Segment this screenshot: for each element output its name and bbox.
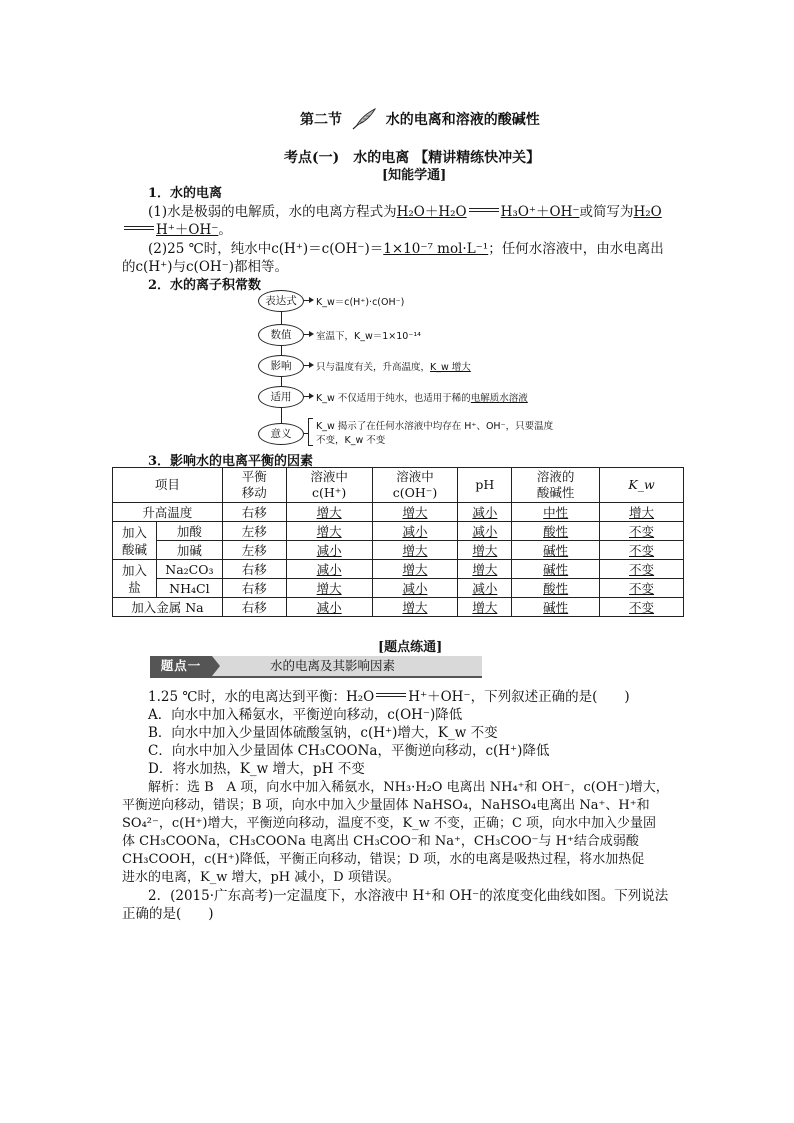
- question-2-line-1: 2．(2015·广东高考)一定温度下，水溶液中 H⁺和 OH⁻的浓度变化曲线如图。下列说法: [148, 888, 669, 904]
- arrow-right-icon: [309, 393, 314, 399]
- banner-label: 题点一: [150, 656, 212, 676]
- group-acid-base-1: 加入: [121, 524, 147, 540]
- value-text: 室温下，K_w＝1×10⁻¹⁴: [316, 331, 421, 342]
- arrow-right-icon: [309, 331, 314, 337]
- practice-tag: [题点练通]: [378, 640, 443, 655]
- cell-kw: 不变: [600, 598, 684, 617]
- equilibrium-arrow-icon: [469, 206, 499, 214]
- node-meaning: 意义: [258, 423, 304, 445]
- cell-shift: 右移: [222, 579, 286, 598]
- analysis-line-1: 解析：选 B A 项，向水中加入稀氨水，NH₃·H₂O 电离出 NH₄⁺和 OH⁻，c(OH⁻)增大，: [148, 780, 669, 795]
- application-text-a: K_w 不仅适用于纯水，也适用于稀的: [316, 393, 471, 404]
- influence-text: [316, 359, 471, 373]
- th-ch-1: 溶液中: [310, 469, 348, 484]
- cell-kw: 不变: [600, 579, 684, 598]
- q1-text-b: H⁺＋OH⁻，下列叙述正确的是( ): [408, 689, 630, 705]
- cell-ab: 碱性: [512, 541, 600, 560]
- th-coh-2: c(OH⁻): [392, 485, 438, 500]
- s3-heading: 3．影响水的电离平衡的因素: [148, 454, 314, 469]
- s1-line1: [148, 200, 662, 220]
- cell-ph: 增大: [458, 541, 512, 560]
- s1-l3-text: (2)25 ℃时，纯水中c(H⁺)＝c(OH⁻)＝: [148, 241, 384, 257]
- cell-h: 减小: [286, 560, 372, 579]
- cell-shift: 右移: [222, 598, 286, 617]
- application-text-b: 电解质水溶液: [470, 393, 528, 404]
- th-ab-1: 溶液的: [536, 469, 575, 484]
- banner-text: 水的电离及其影响因素: [270, 658, 396, 673]
- option-a: A．向水中加入稀氨水，平衡逆向移动，c(OH⁻)降低: [148, 707, 463, 723]
- expression-text: K_w＝c(H⁺)·c(OH⁻): [316, 297, 405, 308]
- analysis-line-4: 体 CH₃COONa，CH₃COONa 电离出 CH₃COO⁻和 Na⁺，CH₃COO⁻与 H⁺结合成弱酸: [122, 834, 639, 849]
- cell-ab: 碱性: [512, 598, 600, 617]
- s1-heading: 1．水的电离: [148, 186, 223, 201]
- s1-l3-text2: ；任何水溶液中，由水电离出: [488, 241, 664, 257]
- cell-shift: 右移: [222, 560, 286, 579]
- s1-l1-text2: 或简写为: [579, 204, 634, 220]
- table-row: [113, 598, 684, 617]
- equilibrium-arrow-icon: [124, 224, 154, 232]
- th-ab-2: 酸碱性: [536, 485, 575, 500]
- cell-item: 加入金属 Na: [113, 598, 223, 617]
- group-salt-1: 加入: [121, 562, 147, 578]
- cell-shift: 左移: [222, 541, 286, 560]
- q1-text-a: 1.25 ℃时，水的电离达到平衡：H₂O: [148, 689, 375, 705]
- cell-ab: 酸性: [512, 579, 600, 598]
- cell-kw: 增大: [600, 503, 684, 522]
- group-acid-base-2: 酸碱: [121, 541, 147, 557]
- cell-kw: 不变: [600, 522, 684, 541]
- arrow-right-icon: [309, 362, 314, 368]
- cell-ph: 增大: [458, 598, 512, 617]
- option-b: B．向水中加入少量固体硫酸氢钠，c(H⁺)增大，K_w 不变: [148, 725, 498, 741]
- th-ch: [286, 468, 372, 503]
- s1-l3-value: 1×10⁻⁷ mol·L⁻¹: [383, 241, 489, 257]
- th-ph: pH: [458, 468, 512, 503]
- cell-ab: 酸性: [512, 522, 600, 541]
- arrow-right-icon: [309, 297, 314, 303]
- section-number: 第二节: [300, 112, 342, 128]
- option-d: D．将水加热，K_w 增大，pH 不变: [148, 761, 365, 777]
- cell-item: Na₂CO₃: [156, 560, 222, 579]
- cell-item: 加酸: [156, 522, 222, 541]
- cell-oh: 减小: [372, 522, 458, 541]
- cell-item: NH₄Cl: [156, 579, 222, 598]
- topic-banner: [150, 656, 482, 678]
- group-salt-2: 盐: [128, 579, 141, 595]
- analysis-line-5: CH₃COOH，c(H⁺)降低，平衡正向移动，错误；D 项，水的电离是吸热过程，将水加热促: [122, 852, 645, 867]
- cell-oh: 增大: [372, 541, 458, 560]
- cell-h: 增大: [286, 503, 372, 522]
- th-coh-1: 溶液中: [396, 469, 434, 484]
- th-shift: [222, 468, 286, 503]
- knowledge-tag: [知能学通]: [382, 168, 447, 183]
- cell-h: 增大: [286, 579, 372, 598]
- application-text: [316, 390, 528, 404]
- th-shift-1: 平衡: [241, 469, 267, 484]
- question-2-line-2: 正确的是( ): [122, 906, 214, 922]
- s1-l2-end: 。: [218, 222, 232, 238]
- table-row: [113, 541, 684, 560]
- influence-text-b: K_w 增大: [430, 362, 471, 373]
- node-value: 数值: [258, 324, 304, 346]
- cell-kw: 不变: [600, 541, 684, 560]
- th-shift-2: 移动: [241, 485, 267, 500]
- th-coh: [372, 468, 458, 503]
- th-ab: [512, 468, 600, 503]
- cell-oh: 增大: [372, 560, 458, 579]
- cell-ab: 碱性: [512, 560, 600, 579]
- group-salt: [113, 560, 157, 598]
- kaodian-title: 考点(一) 水的电离 【精讲精练快冲关】: [284, 150, 541, 166]
- section-name: 水的电离和溶液的酸碱性: [385, 112, 540, 128]
- cell-shift: 左移: [222, 522, 286, 541]
- s1-line4: 的c(H⁺)与c(OH⁻)都相等。: [122, 259, 289, 275]
- s1-l1-eq-left: H₂O＋H₂O: [396, 204, 467, 220]
- table-row: [113, 579, 684, 598]
- option-c: C．向水中加入少量固体 CH₃COONa，平衡逆向移动，c(H⁺)降低: [148, 743, 550, 759]
- s1-line3: [148, 237, 664, 257]
- bracket: [308, 418, 313, 446]
- node-expression: 表达式: [258, 290, 304, 312]
- table-header-row: [113, 468, 684, 503]
- influence-text-a: 只与温度有关，升高温度，: [316, 362, 431, 373]
- th-kw: K_w: [600, 468, 684, 503]
- cell-ph: 减小: [458, 522, 512, 541]
- cell-ph: 增大: [458, 560, 512, 579]
- meaning-text-1: K_w 揭示了在任何水溶液中均存在 H⁺、OH⁻，只要温度: [316, 421, 554, 432]
- analysis-line-6: 进水的电离，K_w 增大，pH 减小，D 项错误。: [122, 870, 400, 885]
- cell-item: 加碱: [156, 541, 222, 560]
- cell-item: 升高温度: [113, 503, 223, 522]
- s1-l1-eq-right: H₃O⁺＋OH⁻: [500, 204, 580, 220]
- cell-ph: 减小: [458, 579, 512, 598]
- cell-h: 减小: [286, 598, 372, 617]
- cell-oh: 增大: [372, 503, 458, 522]
- equilibrium-arrow-icon: [376, 691, 406, 699]
- th-ch-2: c(H⁺): [311, 485, 347, 500]
- section-title: [300, 108, 540, 130]
- meaning-text-2: 不变，K_w 不变: [316, 435, 386, 446]
- cell-h: 减小: [286, 541, 372, 560]
- feather-icon: [351, 108, 377, 130]
- table-row: [113, 503, 684, 522]
- s2-heading: 2．水的离子积常数: [148, 278, 262, 293]
- analysis-line-3: SO₄²⁻，c(H⁺)增大，平衡逆向移动，温度不变，K_w 不变，正确；C 项，向水中加入少量固: [122, 816, 657, 831]
- cell-oh: 增大: [372, 598, 458, 617]
- s1-l1-eq2-left: H₂O: [633, 204, 662, 220]
- s1-l2-eq: H⁺＋OH⁻: [156, 222, 219, 238]
- factors-table: [112, 467, 684, 617]
- th-item: 项目: [113, 468, 223, 503]
- node-application: 适用: [258, 386, 304, 408]
- group-acid-base: [113, 522, 157, 560]
- table-row: [113, 560, 684, 579]
- cell-h: 增大: [286, 522, 372, 541]
- cell-ph: 减小: [458, 503, 512, 522]
- cell-shift: 右移: [222, 503, 286, 522]
- analysis-line-2: 平衡逆向移动，错误；B 项，向水中加入少量固体 NaHSO₄，NaHSO₄电离出 Na⁺、H⁺和: [122, 798, 650, 813]
- cell-ab: 中性: [512, 503, 600, 522]
- s1-line2: [122, 218, 232, 238]
- cell-kw: 不变: [600, 560, 684, 579]
- question-1: [148, 685, 630, 705]
- s1-l1-text: (1)水是极弱的电解质，水的电离方程式为: [148, 204, 397, 220]
- cell-oh: 减小: [372, 579, 458, 598]
- node-influence: 影响: [258, 355, 304, 377]
- table-row: [113, 522, 684, 541]
